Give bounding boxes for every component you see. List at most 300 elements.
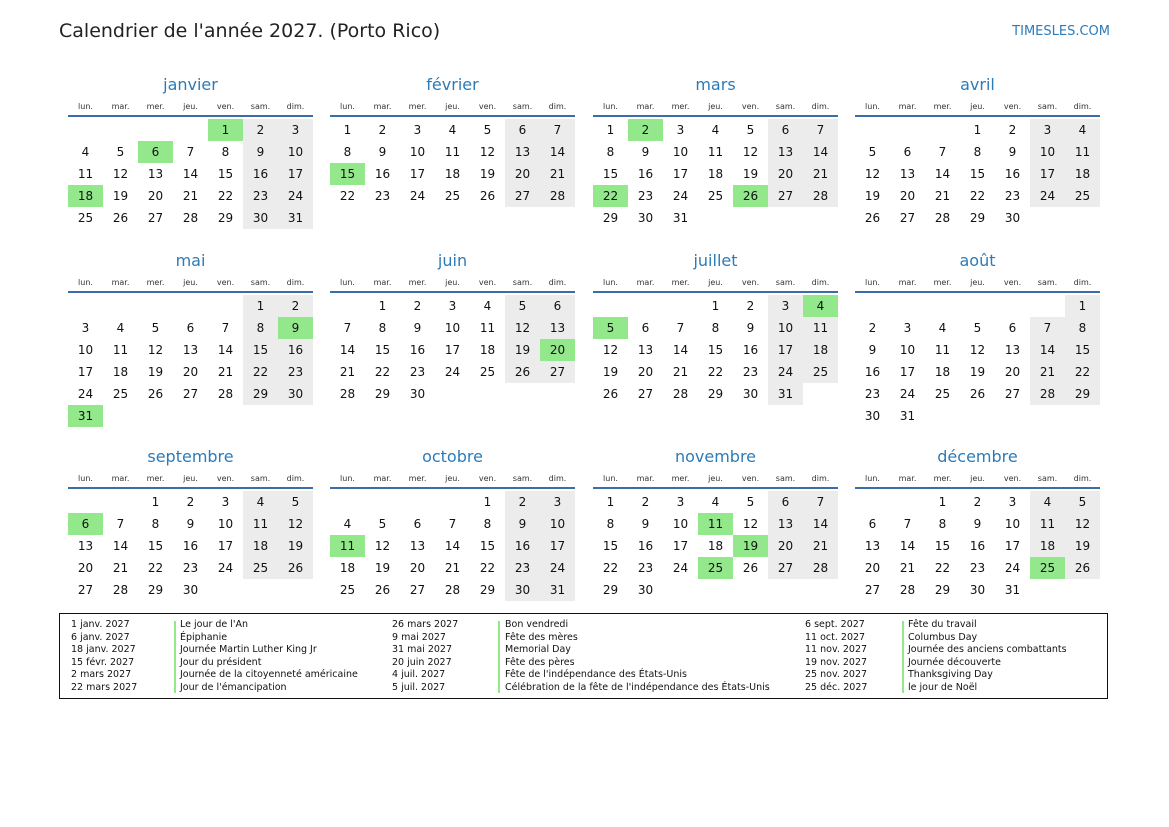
day-cell[interactable]: 11	[243, 513, 278, 535]
day-cell[interactable]: 22	[969, 189, 986, 203]
day-cell[interactable]: 28	[217, 387, 234, 401]
day-cell[interactable]: 18	[479, 343, 496, 357]
day-cell[interactable]: 19	[505, 339, 540, 361]
day-cell[interactable]: 24	[768, 361, 803, 383]
day-cell[interactable]: 14	[899, 539, 916, 553]
day-cell[interactable]: 22	[147, 561, 164, 575]
day-cell[interactable]: 4	[343, 517, 352, 531]
day-cell[interactable]: 31	[278, 207, 313, 229]
day-cell[interactable]: 8	[973, 145, 982, 159]
day-cell[interactable]: 22	[243, 361, 278, 383]
day-cell[interactable]: 26	[969, 387, 986, 401]
day-cell[interactable]: 6	[868, 517, 877, 531]
day-cell[interactable]: 19	[112, 189, 129, 203]
day-cell[interactable]: 21	[672, 365, 689, 379]
day-cell[interactable]: 11	[112, 343, 129, 357]
day-cell[interactable]: 13	[540, 317, 575, 339]
day-cell[interactable]: 21	[934, 189, 951, 203]
day-cell[interactable]: 4	[483, 299, 492, 313]
day-cell[interactable]: 11	[1065, 141, 1100, 163]
day-cell[interactable]: 14	[1030, 339, 1065, 361]
day-cell[interactable]: 2	[278, 295, 313, 317]
day-cell[interactable]: 13	[637, 343, 654, 357]
day-cell[interactable]: 15	[602, 167, 619, 181]
day-cell[interactable]: 19	[479, 167, 496, 181]
day-cell[interactable]: 13	[147, 167, 164, 181]
day-cell[interactable]: 7	[803, 491, 838, 513]
day-cell[interactable]: 29	[374, 387, 391, 401]
day-cell[interactable]: 5	[483, 123, 492, 137]
day-cell[interactable]: 5	[746, 123, 755, 137]
day-cell[interactable]: 12	[278, 513, 313, 535]
day-cell[interactable]: 23	[278, 361, 313, 383]
day-cell[interactable]: 19	[969, 365, 986, 379]
day-cell[interactable]: 16	[637, 167, 654, 181]
day-cell[interactable]: 17	[672, 167, 689, 181]
day-cell[interactable]: 26	[112, 211, 129, 225]
day-cell[interactable]: 9	[186, 517, 195, 531]
day-cell[interactable]: 5	[1065, 491, 1100, 513]
day-cell[interactable]: 30	[278, 383, 313, 405]
day-cell[interactable]: 1	[606, 495, 615, 509]
day-cell[interactable]: 1	[606, 123, 615, 137]
day-cell[interactable]: 7	[116, 517, 125, 531]
day-cell[interactable]: 20	[182, 365, 199, 379]
day-cell[interactable]: 30	[182, 583, 199, 597]
day-cell[interactable]: 24	[672, 189, 689, 203]
day-cell[interactable]: 19	[864, 189, 881, 203]
day-cell[interactable]: 8	[483, 517, 492, 531]
day-cell[interactable]: 28	[672, 387, 689, 401]
day-cell[interactable]: 22	[593, 185, 628, 207]
day-cell[interactable]: 12	[505, 317, 540, 339]
day-cell[interactable]: 30	[864, 409, 881, 423]
day-cell[interactable]: 10	[899, 343, 916, 357]
day-cell[interactable]: 26	[864, 211, 881, 225]
day-cell[interactable]: 9	[378, 145, 387, 159]
day-cell[interactable]: 16	[409, 343, 426, 357]
day-cell[interactable]: 7	[540, 119, 575, 141]
day-cell[interactable]: 9	[505, 513, 540, 535]
day-cell[interactable]: 22	[374, 365, 391, 379]
day-cell[interactable]: 24	[444, 365, 461, 379]
day-cell[interactable]: 11	[698, 513, 733, 535]
day-cell[interactable]: 25	[112, 387, 129, 401]
day-cell[interactable]: 26	[374, 583, 391, 597]
day-cell[interactable]: 25	[339, 583, 356, 597]
day-cell[interactable]: 11	[479, 321, 496, 335]
day-cell[interactable]: 18	[339, 561, 356, 575]
day-cell[interactable]: 20	[1004, 365, 1021, 379]
day-cell[interactable]: 8	[221, 145, 230, 159]
day-cell[interactable]: 3	[221, 495, 230, 509]
day-cell[interactable]: 17	[278, 163, 313, 185]
day-cell[interactable]: 26	[1065, 557, 1100, 579]
day-cell[interactable]: 19	[374, 561, 391, 575]
day-cell[interactable]: 17	[217, 539, 234, 553]
day-cell[interactable]: 8	[1065, 317, 1100, 339]
day-cell[interactable]: 6	[413, 517, 422, 531]
day-cell[interactable]: 10	[672, 517, 689, 531]
day-cell[interactable]: 20	[540, 339, 575, 361]
day-cell[interactable]: 25	[479, 365, 496, 379]
day-cell[interactable]: 10	[1004, 517, 1021, 531]
day-cell[interactable]: 13	[505, 141, 540, 163]
day-cell[interactable]: 13	[77, 539, 94, 553]
day-cell[interactable]: 1	[378, 299, 387, 313]
day-cell[interactable]: 6	[540, 295, 575, 317]
day-cell[interactable]: 5	[746, 495, 755, 509]
day-cell[interactable]: 30	[742, 387, 759, 401]
day-cell[interactable]: 14	[112, 539, 129, 553]
day-cell[interactable]: 8	[711, 321, 720, 335]
day-cell[interactable]: 19	[1065, 535, 1100, 557]
day-cell[interactable]: 15	[243, 339, 278, 361]
day-cell[interactable]: 29	[969, 211, 986, 225]
day-cell[interactable]: 14	[182, 167, 199, 181]
day-cell[interactable]: 20	[409, 561, 426, 575]
day-cell[interactable]: 19	[733, 535, 768, 557]
day-cell[interactable]: 3	[676, 123, 685, 137]
day-cell[interactable]: 7	[903, 517, 912, 531]
day-cell[interactable]: 18	[243, 535, 278, 557]
day-cell[interactable]: 7	[676, 321, 685, 335]
day-cell[interactable]: 8	[343, 145, 352, 159]
day-cell[interactable]: 4	[116, 321, 125, 335]
day-cell[interactable]: 14	[803, 141, 838, 163]
day-cell[interactable]: 23	[864, 387, 881, 401]
day-cell[interactable]: 12	[479, 145, 496, 159]
day-cell[interactable]: 2	[628, 119, 663, 141]
day-cell[interactable]: 6	[1008, 321, 1017, 335]
day-cell[interactable]: 7	[448, 517, 457, 531]
day-cell[interactable]: 27	[505, 185, 540, 207]
day-cell[interactable]: 24	[409, 189, 426, 203]
day-cell[interactable]: 24	[899, 387, 916, 401]
day-cell[interactable]: 7	[938, 145, 947, 159]
day-cell[interactable]: 9	[243, 141, 278, 163]
day-cell[interactable]: 7	[343, 321, 352, 335]
day-cell[interactable]: 6	[768, 491, 803, 513]
day-cell[interactable]: 9	[746, 321, 755, 335]
day-cell[interactable]: 21	[1030, 361, 1065, 383]
day-cell[interactable]: 16	[742, 343, 759, 357]
day-cell[interactable]: 24	[278, 185, 313, 207]
day-cell[interactable]: 16	[505, 535, 540, 557]
day-cell[interactable]: 29	[602, 583, 619, 597]
day-cell[interactable]: 6	[641, 321, 650, 335]
day-cell[interactable]: 31	[68, 405, 103, 427]
day-cell[interactable]: 28	[112, 583, 129, 597]
day-cell[interactable]: 2	[973, 495, 982, 509]
day-cell[interactable]: 12	[147, 343, 164, 357]
day-cell[interactable]: 27	[864, 583, 881, 597]
day-cell[interactable]: 1	[1065, 295, 1100, 317]
day-cell[interactable]: 4	[938, 321, 947, 335]
day-cell[interactable]: 14	[540, 141, 575, 163]
day-cell[interactable]: 4	[448, 123, 457, 137]
day-cell[interactable]: 29	[602, 211, 619, 225]
day-cell[interactable]: 9	[641, 517, 650, 531]
day-cell[interactable]: 22	[479, 561, 496, 575]
day-cell[interactable]: 12	[1065, 513, 1100, 535]
day-cell[interactable]: 1	[711, 299, 720, 313]
day-cell[interactable]: 17	[768, 339, 803, 361]
day-cell[interactable]: 16	[969, 539, 986, 553]
day-cell[interactable]: 1	[208, 119, 243, 141]
day-cell[interactable]: 6	[68, 513, 103, 535]
day-cell[interactable]: 26	[505, 361, 540, 383]
day-cell[interactable]: 10	[278, 141, 313, 163]
day-cell[interactable]: 16	[182, 539, 199, 553]
day-cell[interactable]: 27	[637, 387, 654, 401]
day-cell[interactable]: 2	[186, 495, 195, 509]
day-cell[interactable]: 4	[803, 295, 838, 317]
day-cell[interactable]: 24	[1030, 185, 1065, 207]
day-cell[interactable]: 31	[1004, 583, 1021, 597]
day-cell[interactable]: 13	[182, 343, 199, 357]
day-cell[interactable]: 27	[899, 211, 916, 225]
day-cell[interactable]: 14	[934, 167, 951, 181]
day-cell[interactable]: 25	[707, 189, 724, 203]
day-cell[interactable]: 17	[1004, 539, 1021, 553]
day-cell[interactable]: 15	[602, 539, 619, 553]
day-cell[interactable]: 18	[707, 167, 724, 181]
day-cell[interactable]: 12	[602, 343, 619, 357]
day-cell[interactable]: 18	[112, 365, 129, 379]
day-cell[interactable]: 27	[182, 387, 199, 401]
day-cell[interactable]: 20	[147, 189, 164, 203]
day-cell[interactable]: 25	[77, 211, 94, 225]
day-cell[interactable]: 11	[803, 317, 838, 339]
day-cell[interactable]: 22	[217, 189, 234, 203]
day-cell[interactable]: 22	[602, 561, 619, 575]
day-cell[interactable]: 15	[934, 539, 951, 553]
day-cell[interactable]: 15	[969, 167, 986, 181]
day-cell[interactable]: 30	[969, 583, 986, 597]
day-cell[interactable]: 21	[339, 365, 356, 379]
day-cell[interactable]: 20	[77, 561, 94, 575]
day-cell[interactable]: 29	[1065, 383, 1100, 405]
day-cell[interactable]: 28	[182, 211, 199, 225]
day-cell[interactable]: 15	[479, 539, 496, 553]
day-cell[interactable]: 11	[707, 145, 724, 159]
day-cell[interactable]: 16	[637, 539, 654, 553]
day-cell[interactable]: 9	[1008, 145, 1017, 159]
day-cell[interactable]: 6	[186, 321, 195, 335]
day-cell[interactable]: 28	[1030, 383, 1065, 405]
day-cell[interactable]: 20	[899, 189, 916, 203]
day-cell[interactable]: 5	[116, 145, 125, 159]
day-cell[interactable]: 5	[151, 321, 160, 335]
day-cell[interactable]: 24	[672, 561, 689, 575]
day-cell[interactable]: 5	[593, 317, 628, 339]
day-cell[interactable]: 26	[733, 185, 768, 207]
day-cell[interactable]: 8	[151, 517, 160, 531]
day-cell[interactable]: 13	[768, 141, 803, 163]
day-cell[interactable]: 4	[1030, 491, 1065, 513]
day-cell[interactable]: 2	[378, 123, 387, 137]
day-cell[interactable]: 3	[540, 491, 575, 513]
day-cell[interactable]: 10	[77, 343, 94, 357]
day-cell[interactable]: 28	[803, 185, 838, 207]
day-cell[interactable]: 24	[77, 387, 94, 401]
day-cell[interactable]: 22	[707, 365, 724, 379]
day-cell[interactable]: 13	[1004, 343, 1021, 357]
day-cell[interactable]: 13	[899, 167, 916, 181]
day-cell[interactable]: 23	[182, 561, 199, 575]
day-cell[interactable]: 3	[903, 321, 912, 335]
day-cell[interactable]: 6	[138, 141, 173, 163]
day-cell[interactable]: 27	[540, 361, 575, 383]
day-cell[interactable]: 31	[899, 409, 916, 423]
day-cell[interactable]: 21	[112, 561, 129, 575]
day-cell[interactable]: 15	[217, 167, 234, 181]
day-cell[interactable]: 14	[803, 513, 838, 535]
day-cell[interactable]: 18	[803, 339, 838, 361]
day-cell[interactable]: 10	[540, 513, 575, 535]
day-cell[interactable]: 14	[339, 343, 356, 357]
day-cell[interactable]: 28	[934, 211, 951, 225]
day-cell[interactable]: 8	[606, 517, 615, 531]
day-cell[interactable]: 23	[1004, 189, 1021, 203]
day-cell[interactable]: 10	[409, 145, 426, 159]
day-cell[interactable]: 17	[672, 539, 689, 553]
day-cell[interactable]: 25	[1030, 557, 1065, 579]
day-cell[interactable]: 22	[1065, 361, 1100, 383]
day-cell[interactable]: 17	[409, 167, 426, 181]
day-cell[interactable]: 21	[803, 163, 838, 185]
day-cell[interactable]: 9	[641, 145, 650, 159]
day-cell[interactable]: 28	[803, 557, 838, 579]
day-cell[interactable]: 8	[243, 317, 278, 339]
day-cell[interactable]: 26	[602, 387, 619, 401]
day-cell[interactable]: 22	[934, 561, 951, 575]
day-cell[interactable]: 7	[221, 321, 230, 335]
day-cell[interactable]: 5	[868, 145, 877, 159]
day-cell[interactable]: 26	[742, 561, 759, 575]
day-cell[interactable]: 28	[339, 387, 356, 401]
day-cell[interactable]: 10	[444, 321, 461, 335]
day-cell[interactable]: 15	[147, 539, 164, 553]
day-cell[interactable]: 25	[1065, 185, 1100, 207]
day-cell[interactable]: 20	[505, 163, 540, 185]
day-cell[interactable]: 3	[278, 119, 313, 141]
day-cell[interactable]: 25	[934, 387, 951, 401]
day-cell[interactable]: 4	[1065, 119, 1100, 141]
day-cell[interactable]: 19	[602, 365, 619, 379]
day-cell[interactable]: 9	[278, 317, 313, 339]
day-cell[interactable]: 11	[444, 145, 461, 159]
day-cell[interactable]: 12	[742, 145, 759, 159]
day-cell[interactable]: 11	[1030, 513, 1065, 535]
day-cell[interactable]: 27	[1004, 387, 1021, 401]
day-cell[interactable]: 13	[768, 513, 803, 535]
day-cell[interactable]: 31	[672, 211, 689, 225]
day-cell[interactable]: 18	[1065, 163, 1100, 185]
site-link[interactable]: TIMESLES.COM	[1012, 24, 1110, 39]
day-cell[interactable]: 24	[540, 557, 575, 579]
day-cell[interactable]: 3	[1008, 495, 1017, 509]
day-cell[interactable]: 13	[864, 539, 881, 553]
day-cell[interactable]: 1	[343, 123, 352, 137]
day-cell[interactable]: 28	[444, 583, 461, 597]
day-cell[interactable]: 7	[1030, 317, 1065, 339]
day-cell[interactable]: 4	[711, 495, 720, 509]
day-cell[interactable]: 14	[444, 539, 461, 553]
day-cell[interactable]: 5	[505, 295, 540, 317]
day-cell[interactable]: 8	[938, 517, 947, 531]
day-cell[interactable]: 9	[973, 517, 982, 531]
day-cell[interactable]: 25	[803, 361, 838, 383]
day-cell[interactable]: 11	[77, 167, 94, 181]
day-cell[interactable]: 4	[711, 123, 720, 137]
day-cell[interactable]: 16	[864, 365, 881, 379]
day-cell[interactable]: 15	[1065, 339, 1100, 361]
day-cell[interactable]: 5	[973, 321, 982, 335]
day-cell[interactable]: 20	[864, 561, 881, 575]
day-cell[interactable]: 30	[637, 211, 654, 225]
day-cell[interactable]: 17	[1030, 163, 1065, 185]
day-cell[interactable]: 16	[1004, 167, 1021, 181]
day-cell[interactable]: 14	[217, 343, 234, 357]
day-cell[interactable]: 30	[637, 583, 654, 597]
day-cell[interactable]: 16	[278, 339, 313, 361]
day-cell[interactable]: 27	[147, 211, 164, 225]
day-cell[interactable]: 23	[374, 189, 391, 203]
day-cell[interactable]: 18	[707, 539, 724, 553]
day-cell[interactable]: 26	[479, 189, 496, 203]
day-cell[interactable]: 16	[243, 163, 278, 185]
day-cell[interactable]: 23	[637, 189, 654, 203]
day-cell[interactable]: 19	[278, 535, 313, 557]
day-cell[interactable]: 18	[934, 365, 951, 379]
day-cell[interactable]: 17	[540, 535, 575, 557]
day-cell[interactable]: 21	[182, 189, 199, 203]
day-cell[interactable]: 20	[768, 163, 803, 185]
day-cell[interactable]: 1	[973, 123, 982, 137]
day-cell[interactable]: 27	[77, 583, 94, 597]
day-cell[interactable]: 24	[217, 561, 234, 575]
day-cell[interactable]: 30	[1004, 211, 1021, 225]
day-cell[interactable]: 9	[413, 321, 422, 335]
day-cell[interactable]: 6	[505, 119, 540, 141]
day-cell[interactable]: 12	[112, 167, 129, 181]
day-cell[interactable]: 29	[934, 583, 951, 597]
day-cell[interactable]: 17	[899, 365, 916, 379]
day-cell[interactable]: 30	[243, 207, 278, 229]
day-cell[interactable]: 23	[637, 561, 654, 575]
day-cell[interactable]: 2	[505, 491, 540, 513]
day-cell[interactable]: 20	[637, 365, 654, 379]
day-cell[interactable]: 23	[742, 365, 759, 379]
day-cell[interactable]: 21	[444, 561, 461, 575]
day-cell[interactable]: 29	[217, 211, 234, 225]
day-cell[interactable]: 15	[374, 343, 391, 357]
day-cell[interactable]: 12	[742, 517, 759, 531]
day-cell[interactable]: 7	[803, 119, 838, 141]
day-cell[interactable]: 20	[768, 535, 803, 557]
day-cell[interactable]: 5	[378, 517, 387, 531]
day-cell[interactable]: 28	[899, 583, 916, 597]
day-cell[interactable]: 3	[413, 123, 422, 137]
day-cell[interactable]: 23	[505, 557, 540, 579]
day-cell[interactable]: 11	[934, 343, 951, 357]
day-cell[interactable]: 10	[1030, 141, 1065, 163]
day-cell[interactable]: 27	[768, 557, 803, 579]
day-cell[interactable]: 4	[81, 145, 90, 159]
day-cell[interactable]: 10	[217, 517, 234, 531]
